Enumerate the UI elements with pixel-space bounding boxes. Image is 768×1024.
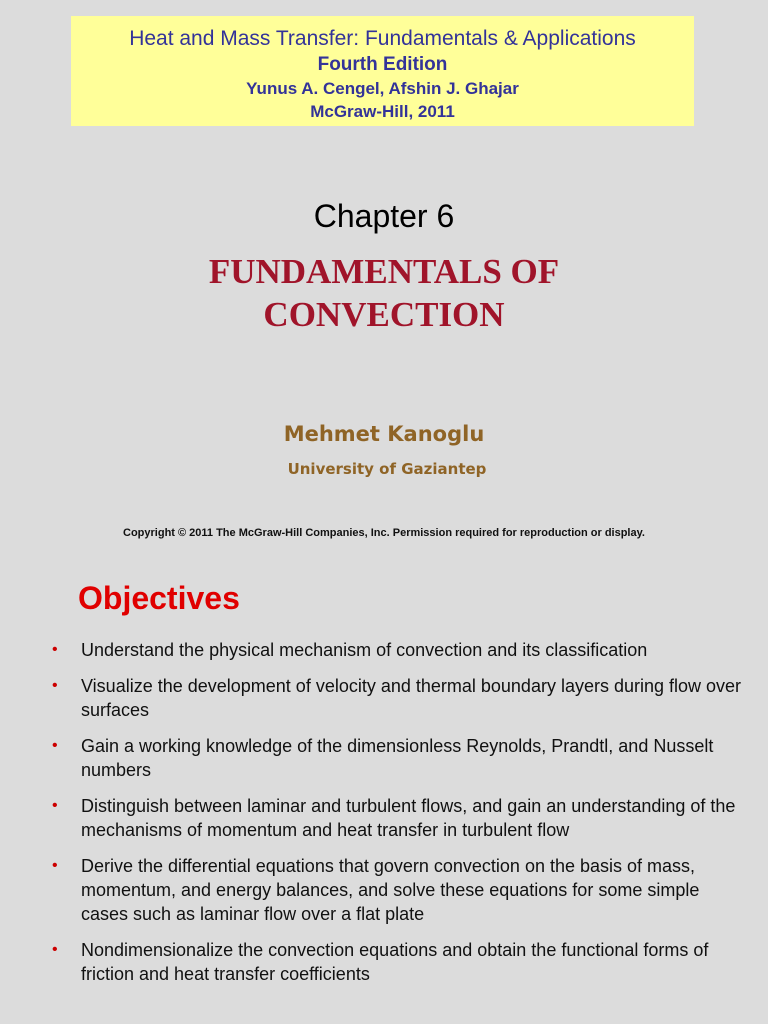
chapter-number: Chapter 6 [313, 198, 455, 234]
objective-text: Distinguish between laminar and turbulent flows, and gain an understanding of the mechanisms of momentum and heat transfer in turbulent flow [81, 796, 736, 840]
chapter-title-line-1: FUNDAMENTALS OF [208, 252, 560, 291]
objective-item [0, 638, 768, 662]
bullet-icon: • [52, 857, 58, 874]
chapter-title-line-2: CONVECTION [263, 295, 505, 334]
objective-item [0, 854, 768, 926]
bullet-icon: • [52, 737, 58, 754]
book-title: Heat and Mass Transfer: Fundamentals & Applications [129, 27, 636, 50]
author-university: University of Gaziantep [287, 460, 487, 478]
objectives-heading: Objectives [78, 580, 240, 616]
objectives-slide [0, 576, 768, 1024]
objective-item [0, 938, 768, 986]
objective-text: Visualize the development of velocity and thermal boundary layers during flow over surfaces [81, 676, 742, 720]
book-publisher: McGraw-Hill, 2011 [310, 102, 455, 121]
chapter-title [0, 250, 768, 336]
objective-item [0, 734, 768, 782]
objective-text: Understand the physical mechanism of convection and its classification [81, 640, 648, 660]
author-name: Mehmet Kanoglu [283, 422, 485, 446]
bullet-icon: • [52, 797, 58, 814]
objectives-list [0, 638, 768, 998]
copyright-notice: Copyright © 2011 The McGraw-Hill Companies, Inc. Permission required for reproduction or display. [123, 527, 645, 539]
objective-text: Nondimensionalize the convection equations and obtain the functional forms of friction and heat transfer coefficients [81, 940, 709, 984]
bullet-icon: • [52, 641, 58, 658]
book-edition: Fourth Edition [317, 54, 448, 75]
objective-item [0, 674, 768, 722]
objective-text: Derive the differential equations that govern convection on the basis of mass, momentum, and energy balances, and solve these equations for some simple cases such as laminar flow over a flat plate [81, 856, 700, 924]
objective-item [0, 794, 768, 842]
objective-text: Gain a working knowledge of the dimensionless Reynolds, Prandtl, and Nusselt numbers [81, 736, 714, 780]
bullet-icon: • [52, 941, 58, 958]
book-authors: Yunus A. Cengel, Afshin J. Ghajar [246, 79, 519, 98]
bullet-icon: • [52, 677, 58, 694]
book-info-box [71, 16, 694, 126]
